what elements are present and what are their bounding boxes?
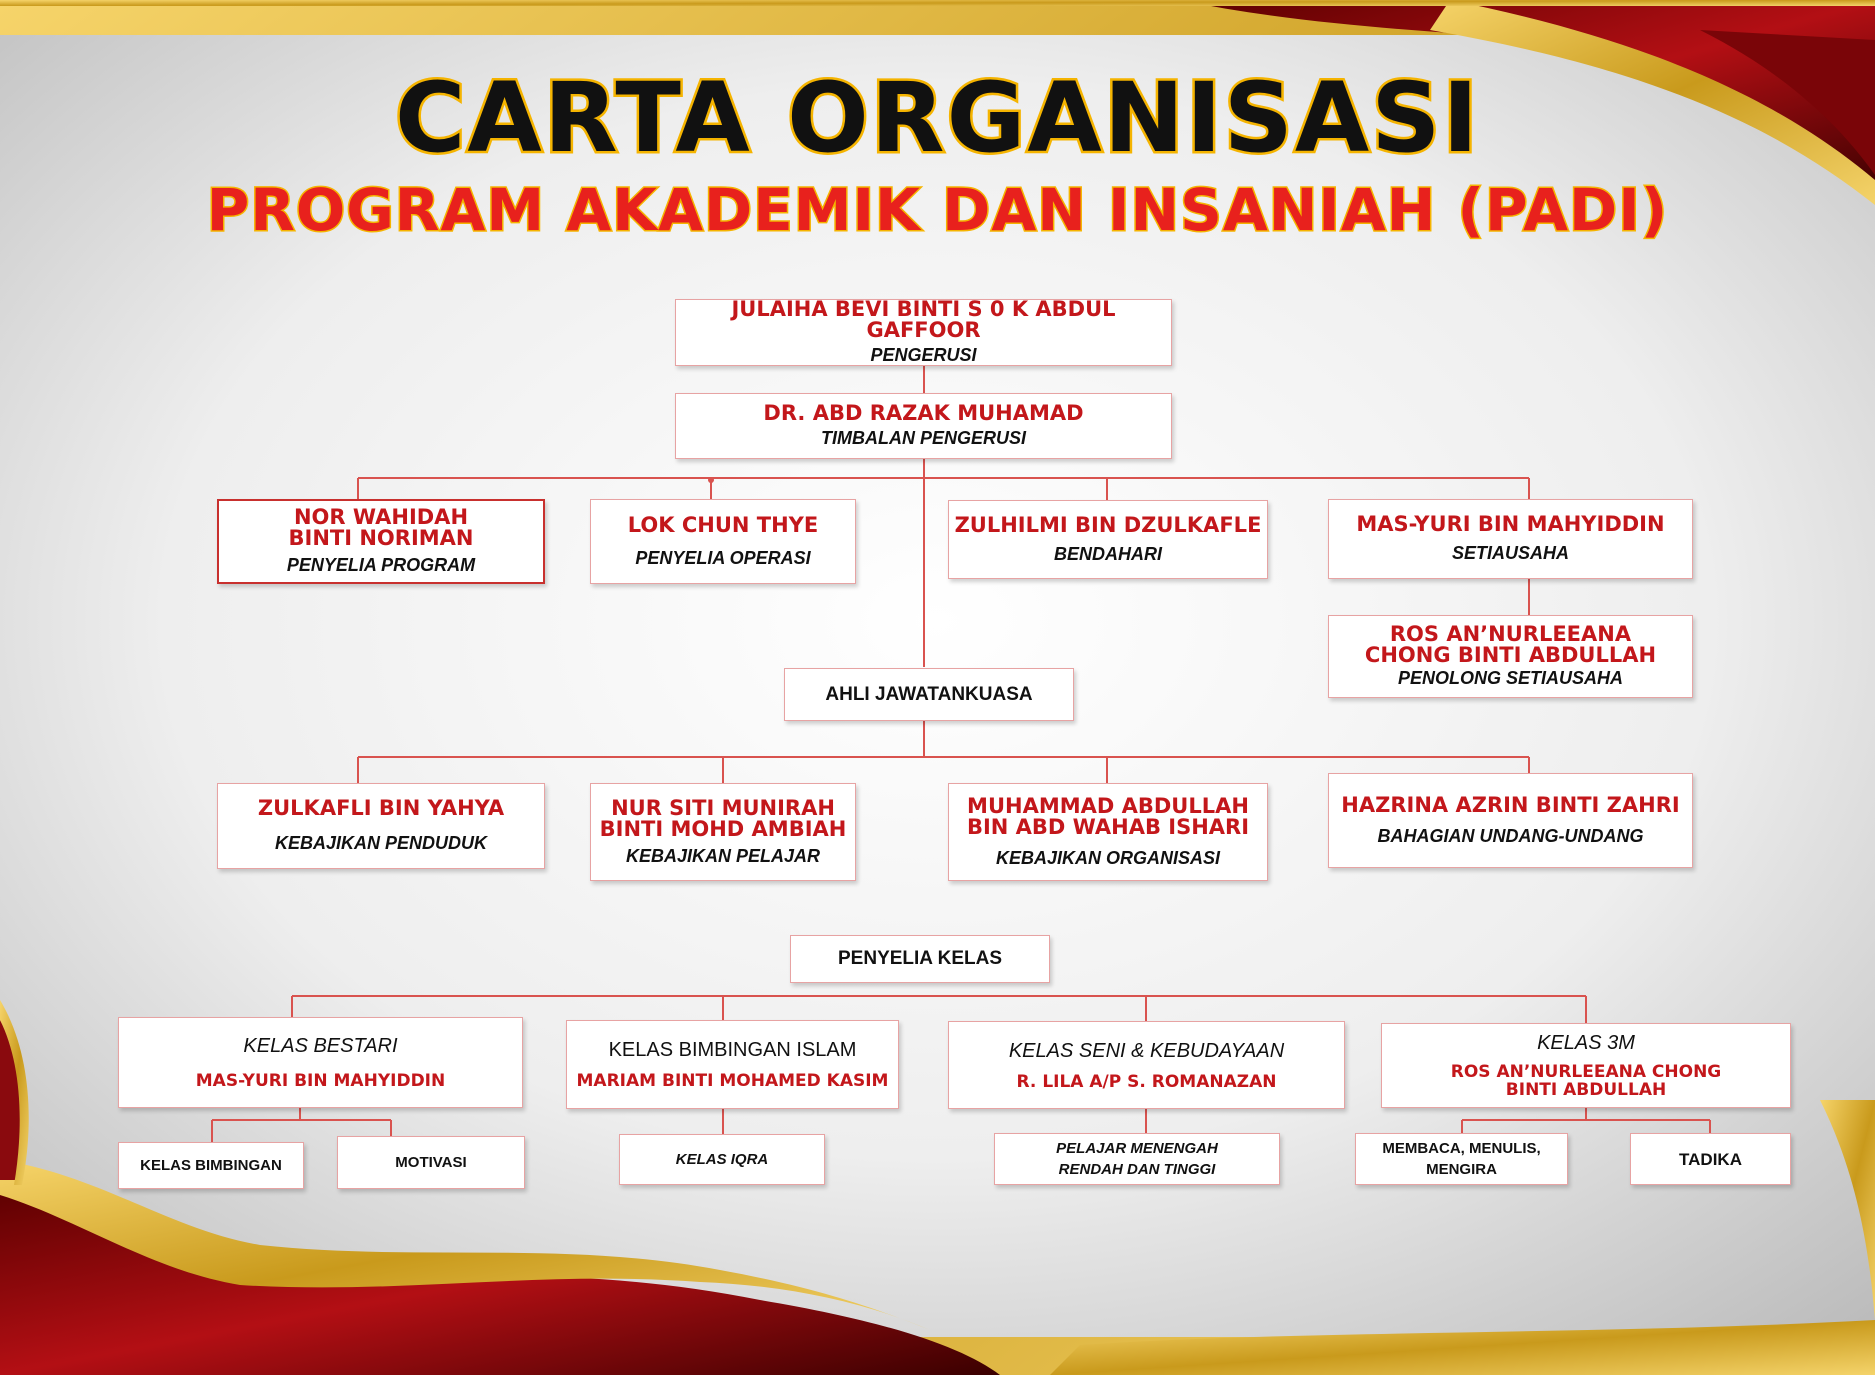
officer-name: NOR WAHIDAH [293, 505, 469, 529]
penyelia-kelas-box [790, 935, 1050, 983]
subclass-label: MENGIRA [1426, 1161, 1497, 1178]
officer-box [590, 499, 856, 584]
class-teacher: MARIAM BINTI MOHAMED KASIM [576, 1071, 889, 1091]
subclass-label: PELAJAR MENENGAH [1056, 1140, 1218, 1157]
officer-role: SETIAUSAHA [1451, 543, 1569, 563]
subclass-box [619, 1134, 825, 1185]
officer-name: BINTI NORIMAN [288, 526, 474, 550]
subclass-box [994, 1133, 1280, 1185]
subclass-label: KELAS BIMBINGAN [140, 1157, 282, 1174]
pengerusi-name: JULAIHA BEVI BINTI S 0 K ABDUL GAFFOOR [731, 297, 1116, 342]
ajk-box [784, 668, 1074, 721]
committee-name: BINTI MOHD AMBIAH [599, 816, 847, 841]
pengerusi-box [675, 299, 1172, 366]
committee-name: NUR SITI MUNIRAH [611, 795, 835, 820]
class-title: KELAS SENI & KEBUDAYAAN [1008, 1039, 1285, 1062]
penolong-role: PENOLONG SETIAUSAHA [1397, 668, 1624, 688]
timbalan-role: TIMBALAN PENGERUSI [820, 428, 1026, 448]
class-box [118, 1017, 523, 1108]
penyelia-kelas-label: PENYELIA KELAS [838, 948, 1002, 969]
committee-box [948, 783, 1268, 881]
class-title: KELAS BIMBINGAN ISLAM [608, 1039, 857, 1061]
committee-role: KEBAJIKAN PELAJAR [625, 845, 821, 866]
committee-box [1328, 773, 1693, 868]
subclass-label: RENDAH DAN TINGGI [1058, 1161, 1216, 1178]
committee-name: ZULKAFLI BIN YAHYA [257, 796, 505, 820]
officer-box [1328, 499, 1693, 579]
chart-title: CARTA ORGANISASI [394, 62, 1481, 174]
committee-role: KEBAJIKAN PENDUDUK [274, 833, 488, 853]
penolong-name: CHONG BINTI ABDULLAH [1364, 643, 1657, 667]
subclass-box [1630, 1133, 1791, 1185]
officer-name: ZULHILMI BIN DZULKAFLE [954, 512, 1262, 537]
class-box [948, 1021, 1345, 1109]
timbalan-name: DR. ABD RAZAK MUHAMAD [763, 401, 1084, 425]
penolong-box [1328, 615, 1693, 698]
penolong-name: ROS AN’NURLEEANA [1389, 622, 1632, 646]
subclass-box [118, 1142, 304, 1189]
class-teacher: MAS-YURI BIN MAHYIDDIN [195, 1071, 446, 1091]
class-teacher: BINTI ABDULLAH [1505, 1080, 1667, 1100]
class-box [1381, 1023, 1791, 1108]
committee-role: KEBAJIKAN ORGANISASI [995, 847, 1221, 868]
officer-role: PENYELIA PROGRAM [286, 555, 476, 575]
ajk-label: AHLI JAWATANKUASA [825, 683, 1033, 705]
class-teacher: ROS AN’NURLEEANA CHONG [1450, 1062, 1722, 1082]
officer-role: BENDAHARI [1054, 543, 1162, 564]
committee-name: MUHAMMAD ABDULLAH [967, 793, 1249, 818]
officer-box [948, 500, 1268, 579]
class-title: KELAS BESTARI [243, 1035, 398, 1057]
subclass-label: MOTIVASI [395, 1154, 467, 1171]
subclass-label: TADIKA [1679, 1149, 1742, 1169]
committee-box [590, 783, 856, 881]
subclass-box [1355, 1133, 1568, 1185]
class-teacher: R. LILA A/P S. ROMANAZAN [1016, 1071, 1277, 1092]
timbalan-box [675, 393, 1172, 459]
officer-name: MAS-YURI BIN MAHYIDDIN [1356, 512, 1665, 536]
chart-subtitle: PROGRAM AKADEMIK DAN INSANIAH (PADI) [206, 176, 1669, 244]
pengerusi-role: PENGERUSI [870, 345, 977, 365]
committee-name: BIN ABD WAHAB ISHARI [966, 814, 1250, 839]
committee-box [217, 783, 545, 869]
subclass-label: KELAS IQRA [675, 1151, 769, 1168]
officer-name: LOK CHUN THYE [627, 512, 819, 537]
class-box [566, 1020, 899, 1109]
officer-role: PENYELIA OPERASI [635, 547, 811, 568]
committee-name: HAZRINA AZRIN BINTI ZAHRI [1341, 792, 1680, 817]
subclass-box [337, 1136, 525, 1189]
officer-box [217, 499, 545, 584]
class-title: KELAS 3M [1537, 1032, 1635, 1054]
committee-role: BAHAGIAN UNDANG-UNDANG [1377, 825, 1644, 846]
subclass-label: MEMBACA, MENULIS, [1382, 1140, 1541, 1157]
